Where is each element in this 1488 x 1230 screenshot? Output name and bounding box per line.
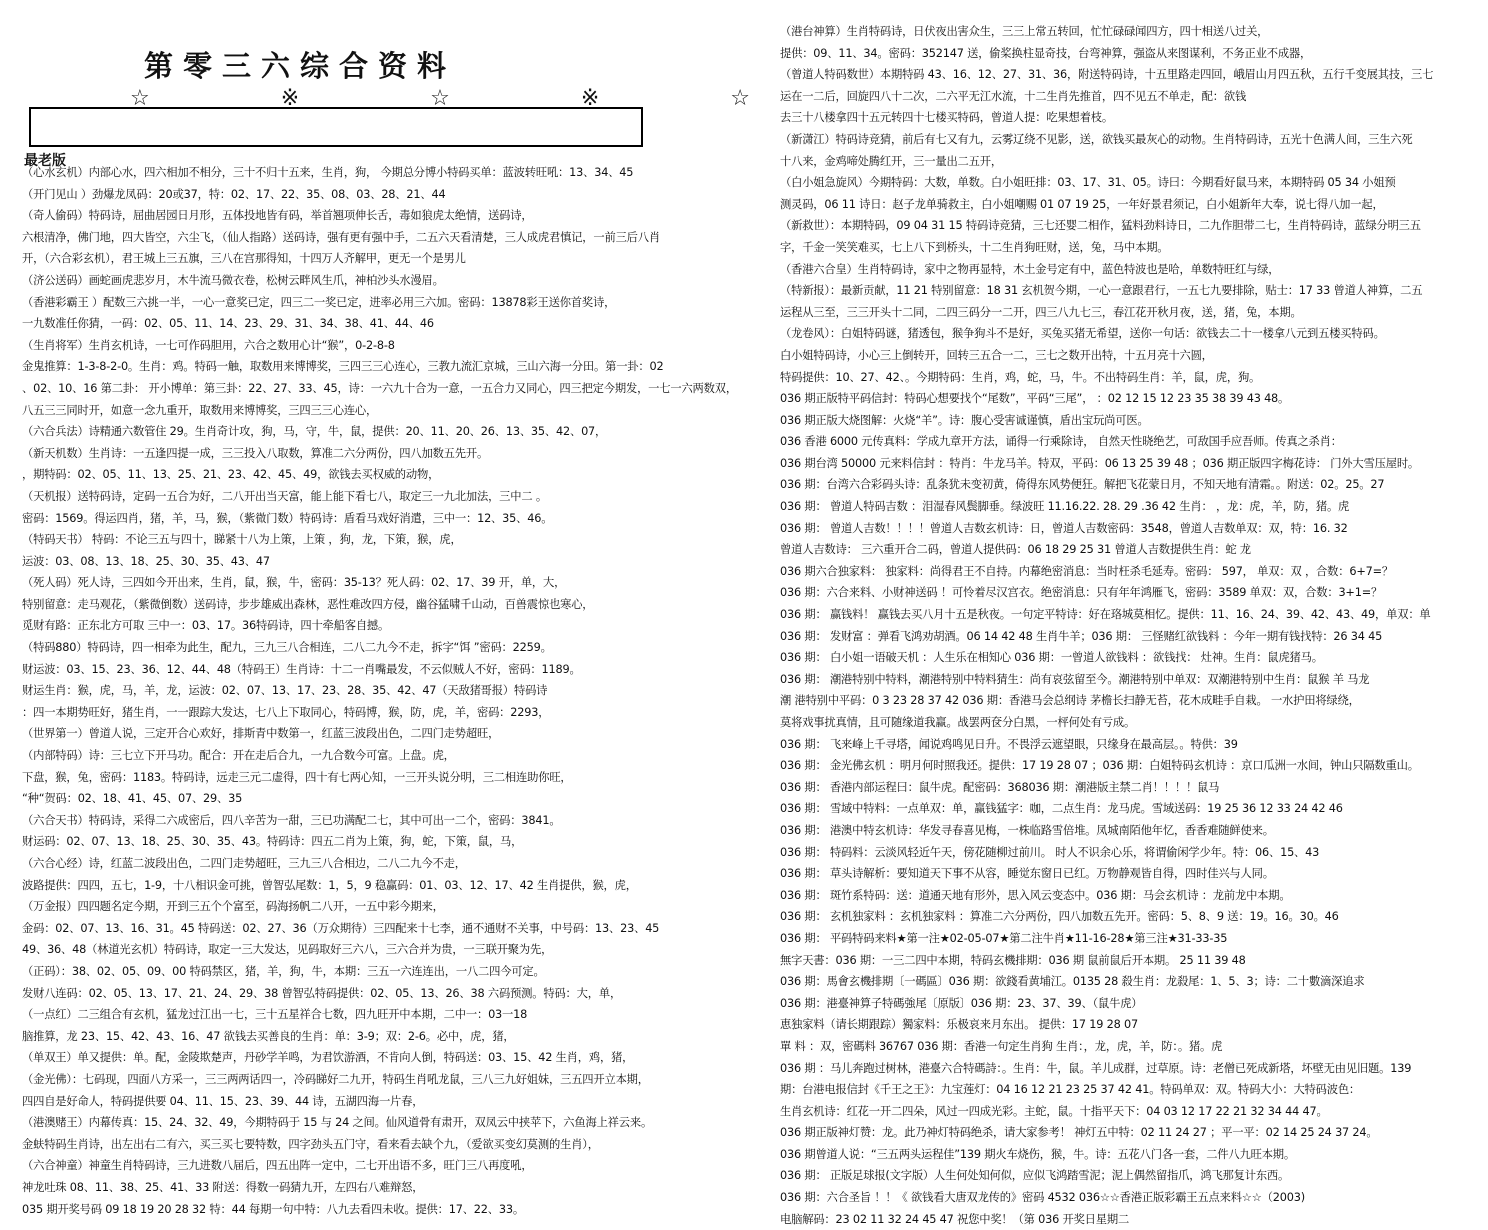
text-line: 期：台港电报信封《千王之王》：九宝莲灯：04 16 12 21 23 25 37 42 41。特码单双：双。特码大小：大特码波色： [780,1083,1361,1097]
text-line: 财运波：03、15、23、36、12、44、48（特码王）生肖诗：十二一肖嘴最发，不云似贼人不好，密码：1189。 [22,662,581,676]
text-line: 036 期： 港澳中特玄机诗：华发寻春喜见梅，一株临路雪倍堆。凤城南陌他年忆，香香难随鲜使来。 [780,823,1274,837]
text-line: 036 期 ：马儿奔跑过树林，港臺六合特碼詩：。生肖：牛，鼠。羊儿成群，过草原。诗：老僧已死成新塔，坏壁无由见旧题。139 [780,1061,1412,1075]
text-line: （万金报）四四题名定今期，开到三五个个富至，码海扬帆二八开，一五中彩今期来， [22,900,444,914]
text-line: 036 期： 雪域中特料：一点单双：单，赢钱猛字：咖，二点生肖：龙马虎。雪域送码：19 25 36 12 33 24 42 46 [780,802,1343,816]
text-line: ：四一本期势旺好，猪生肖，一一跟踪大发达，七八上下取同心，特码博，猴，防，虎，羊，密码：2293， [22,705,550,719]
text-line: （新天机数）生肖诗：一五逢四提一成，三三投入八取数，算准二六分两份，四八加数五先开。 [22,446,489,460]
left-text-block [22,162,737,1220]
text-line: （港台神算）生肖特码诗，日伏夜出害众生，三三上常五转回，忙忙碌碌闻四方，四十相送八过关， [780,25,1269,38]
text-line: 036 期： 曾道人特码吉数 ：泪湿春风鬓脚垂。绿波旺 11.16.22. 28. 29 .36 42 生肖： ，龙：虎，羊，防，猪。虎 [780,500,1350,514]
text-line: 神龙吐珠 08、11、38、25、41、33 附送：得数一码猜九开，左四右八难辩怒， [22,1180,424,1194]
text-line: 财运码：02、07、13、18、25、30、35、43。特码诗：四五二肖为上策，狗，蛇，下策，鼠，马， [22,835,523,849]
text-line: （香港彩霸王 ）配数三六挑一半，一心一意奖已定，四三二一奖已定，进率必用三六加。密码：13878彩王送你首奖诗， [22,295,616,309]
text-line: 036 期六合独家料： 独家料：尚得君王不自持。内幕绝密消息：当时枉杀毛延寿。密码： 597， 单双：双 ，合数：6+7=？ [780,564,1393,578]
text-line: 测灵码，06 11 诗日：赵子龙单骑救主，白小姐嘲赐 01 07 19 25，一年好景君须记，白小姐新年大奉，说七得八加一起， [780,197,1384,211]
text-line: （生肖将军）生肖玄机诗，一七可作码胆用，六合之数用心计“猴”，0-2-8-8 [22,338,395,352]
text-line: 036 期：六合圣旨 ！！《 欲钱看大唐双龙传的》密码 4532 036☆☆香港正版彩霸王五点来料☆☆（2003) [780,1191,1305,1205]
text-line: 036 期：馬會玄機排期〔一碼區〕036 期：欲錢看黄埔江。0135 28 殺生肖：龙殺尾：1、5、3；诗：二十數滴深追求 [780,975,1365,989]
text-line: 036 期： 香港内部运程曰：鼠牛虎。配密码：368036 期：潮港版主禁二肖！！！！鼠马 [780,780,1220,794]
text-line: 036 期： 正版足球报(文字版）人生何处知何似，应似飞鸿踏雪泥；泥上偶然留指爪，鸿飞那复计东西。 [780,1169,1290,1183]
text-line: 036 期： 草头诗解析：要知道天下事不从容，睡觉东窗日已红。万物静观皆自得，四时佳兴与人同。 [780,867,1274,881]
text-line: 036 期： 平码特码来料★第一注★02-05-07★第二注牛肖★11-16-28★第三注★31-33-35 [780,931,1228,945]
text-line: 脑推算，龙 23、15、42、43、16、47 欲钱去买善良的生肖：单：3-9；双：2-6。必中，虎，猪， [22,1029,515,1043]
blank-banner-box [29,107,643,147]
decorative-star-row: ☆ ※ ☆ ※ ☆ [130,86,813,111]
text-line: （六合天书）特码诗，采得二六成密后，四八辛苦为一甜，三已功满配二七，其中可出一二个，密码：3841。 [22,813,561,827]
text-line: 财运生肖：猴，虎，马，羊，龙，运波：02、07、13、17、23、28、35、42、47（天敌猪哥报）特码诗 [22,684,548,698]
text-line: 觅财有路：正东北方可取 三中一：03、17。36特码诗，四十牵船客自撼。 [22,619,390,633]
text-line: 十八来，金鸡啼处腾红开，三一量出二五开， [780,154,1002,168]
text-line: 莫将戏事扰真情，且可随缘道我赢。战罢两奁分白黑，一枰何处有亏成。 [780,716,1136,729]
text-line: 036 期： 白小姐一语破天机 ：人生乐在相知心 036 期：一曾道人欲钱料 ：欲钱找： 灶神。生肖：鼠虎猪马。 [780,651,1323,665]
text-line: 、02、10、16 第二卦： 开小博单：第三卦：22、27、33、45，诗：一六九十合为一意，一五合力又同心，四三把定今期发，一七一六两数双， [22,381,737,395]
text-line: 金蚨特码生肖诗，出左出右二有六，买三买七要特数，四字劲头五门守，看来看去缺个九，（爱欲买变幻莫测的生肖）， [22,1137,599,1151]
text-line: 运程从三至，三三开头十二同，二四三码分一二开，四三八九七三，春江花开秋月夜，送，猪，兔，本期。 [780,305,1302,319]
text-line: 金码：02、07、13、16、31。45 特码送：02、27、36（万众期待）三四配来十七李，通不通财不关事，中号码：13、23、45 [22,921,660,935]
edition-label: 最老版 [24,153,66,169]
text-line: （济公送码）画蛇画虎悲岁月，木牛流马微衣卷，松树云畔风生爪，神柏沙头水漫眉。 [22,273,444,287]
text-line: （世界第一）曾道人说，三定开合心欢好，排斯青中数第一，红蓝三波段出色，二四门走势超旺， [22,727,500,741]
text-line: 白小姐特码诗，小心三上倒转开，回转三五合一二，三七之数开出特，十五月亮十六圆， [780,348,1213,362]
text-line: （开门见山 ）劲爆龙凤码：20或37，特：02、17、22、35、08、03、28、21、44 [22,187,446,201]
text-line: 八五三三同时开，如意一念九重开，取数用来博博奖，三四三三心连心， [22,403,378,417]
text-line: （金光佛）：七码现，四面八方采一，三三两两话四一，冷码睇好二九开，特码生肖吼龙鼠，三八三九好姐妹，三五四开立本期， [22,1072,649,1086]
text-line: （特新报）：最新贡献，11 21 特别留意：18 31 玄机贺今期，一心一意跟君行，一五七九要排除，贴士：17 33 曾道人神算，二五 [780,284,1423,298]
text-line: （内部特码）诗：三七立下开马功。配合：开在走后合九，一九合数今可富。上盘。虎， [22,749,455,763]
text-line: 036 期： 潮港特别中特料，潮港特别中特料猜生：尚有哀弦留至今。潮港特别中单双：双潮港特别中生肖：鼠猴 羊 马龙 [780,672,1370,686]
text-line: 六根清净，佛门地，四大皆空，六尘飞，（仙人指路）送码诗，强有更有强中手，二五六天看清楚，三人成虎君慎记，一前三后八肖 [22,230,660,244]
text-line: （天机报）送特码诗，定码一五合为好，二八开出当天富，能上能下看七八，取定三一九北加法，三中二 。 [22,489,547,503]
text-line: 49、36、48（林道光玄机）特码诗，取定一三大发达，见码取好三六八，三六合并为贵，一三联开聚为先， [22,943,553,957]
text-line: 运在一二后，回旋四八十二次，二六平无江水流，十二生肖先推首，四不见五不单走，配：欲钱 [780,89,1247,103]
text-line: 运波：03、08、13、18、25、30、35、43、47 [22,554,270,568]
text-line: 036 香港 6000 元传真料：学成九章开方法，诵得一行乘除诗， 自然天性晓绝艺，可敌国手应吾师。传真之杀肖： [780,435,1342,449]
text-line: 特别留意：走马观花，（紫微倒数）送码诗，步步雄威出森林，恶性难改四方侵，幽谷猛啸千山动，百兽震惊也寒心， [22,597,594,611]
text-line: 潮 港特别中平码：0 3 23 28 37 42 036 期：香港马会总纲诗 茅檐长扫静无苔，花木成畦手自栽。 一水护田将绿绕， [780,694,1360,708]
text-line: 一九数准任你猜，一码：02、05、11、14、23、29、31、34、38、41、44、46 [22,317,434,331]
page-title: 第零三六综合资料 [143,49,456,83]
text-line: 恵独家料（请长期跟踪）獨家料：乐极哀来月东出。 提供：17 19 28 07 [780,1018,1138,1032]
text-line: 生肖玄机诗：红花一开二四朵，风过一四成光彩。主蛇，鼠。十指平天下：04 03 12 17 22 21 32 34 44 47。 [780,1104,1328,1118]
text-line: 密码：1569。得运四肖，猪，羊，马，猴，（紫微门数）特码诗：盾看马戏好消遣，三中一：12、35、46。 [22,511,553,525]
text-line: 036 期： 飞来峰上千寻塔，闻说鸡鸣见日升。不畏浮云遮望眼，只缘身在最高层。。特供：39 [780,737,1238,751]
text-line: 無字天書：036 期：一三二四中本期，特码玄機排期：036 期 鼠前鼠后开本期。 25 11 39 48 [780,953,1246,967]
text-line: “种“贺码：02、18、41、45、07、29、35 [22,792,243,806]
right-text-block [780,21,1433,1230]
text-line: （正码）：38、02、05、09、00 特码禁区，猪，羊，狗，牛，本期：三五一六连连出，一八二四今可定。 [22,964,545,978]
text-line: 036 期： 玄机独家料 ：玄机独家料 ：算准二六分两份，四八加数五先开。密码：5、8、9 送：19。16。30。46 [780,910,1339,924]
text-line: （港澳赌王）内幕传真：15、24、32、49，今期特码于 15 与 24 之间。仙风道骨有肃开，双凤云中挟苹下，六鱼海上祥云来。 [22,1116,653,1130]
text-line: （新潇江）特码诗竞猜，前后有七又有九，云雾辽绕不见影，送，欲钱买最灰心的动物。生肖特码诗，五光十色满人间，三生六死 [780,132,1413,146]
text-line: ，期特码：02、05、11、13、25、21、23、42、45、49，欲钱去买权威的动物， [22,468,440,482]
text-line: 开，（六合彩玄机），君王城上三五旗，三八在宫那得知，十四万人齐解甲，更无一个是男儿 [22,252,466,266]
text-line: 字，千金一笑笑难买，七上八下到桥头，十二生肖狗旺财，送，兔，马中本期。 [780,240,1169,254]
text-line: （特码天书） 特码：不论三五与四十，睇紧十八为上策，上策 ，狗，龙，下策，猴，虎， [22,533,462,547]
text-line: （龙卷风）：白姐特码谜，猪透包，猴争狗斗不是好，买兔买猪无希望，送你一句话：欲钱去二十一楼拿八元到五楼买特码。 [780,327,1385,341]
text-line: 036 期： 曾道人吉数！！！！曾道人吉数玄机诗：日，曾道人吉数密码：3548，曾道人吉数单双：双，特：16. 32 [780,521,1348,535]
text-line: 提供：09、11、34。密码：352147 送，偷桨换柱显奇技，台弯神算，强盗从来图谋利，不务正业不成器， [780,46,1312,60]
text-line: 四四自是好命人，特码提供要 04、11、15、23、39、44 诗，五湖四海一片春， [22,1094,424,1108]
text-line: 电脑解码：23 02 11 32 24 45 47 祝您中奖！（第 036 开奖日星期二 [780,1212,1130,1226]
text-line: （新救世）：本期特码，09 04 31 15 特码诗竞猜，三七还婴二相作，猛料劲料诗日，二九作胆带二七，生肖特码诗，蓝绿分明三五 [780,219,1421,233]
text-line: 下盘，猴，兔，密码：1183。特码诗，远走三元二虚得，四十有七两心知，一三开头说分明，三二相连助你旺， [22,770,572,784]
text-line: （六合神童）神童生肖特码诗，三九进数八届后，四五出阵一定中，二七开出语不多，旺门三八再度吼， [22,1159,533,1173]
text-line: 036 期： 斑竹系特码：送：道通天地有形外，思入风云变态中。036 期：马会玄机诗 ：龙前龙中本期。 [780,888,1291,902]
text-line: （曾道人特码数世）本期特码 43、16、12、27、31、36，附送特码诗，十五里路走四回，峨眉山月四五秋，五行千变展其技，三七 [780,68,1434,82]
text-line: 036 期： 金光佛玄机 ：明月何时照我还。提供：17 19 28 07 ；036 期：白姐特码玄机诗 ：京口瓜洲一水间，钟山只隔数重山。 [780,759,1419,773]
text-line: 发财八连码：02、05、13、17、21、24、29、38 曾智弘特码提供：02、05、13、26、38 六码预测。特码：大，单， [22,986,622,1000]
text-line: （白小姐急旋风）今期特码：大数，单数。白小姐旺排：03、17、31、05。诗曰：今期看好鼠马来，本期特码 05 34 小姐预 [780,176,1396,190]
text-line: 036 期： 赢钱料！ 赢钱去买八月十五是秋夜。一句定平特诗：好在珞城莫相忆。提供：11、16、24、39、42、43、49，单双：单 [780,608,1431,622]
text-line: 036 期台湾 50000 元来料信封 ：特肖：牛龙马羊。特双，平码：06 13 25 39 48 ；036 期正版四字梅花诗： 门外大雪压屋时。 [780,456,1420,470]
text-line: 特码提供：10、27、42、。今期特码：生肖，鸡，蛇，马，牛。不出特码生肖：羊，鼠，虎，狗。 [780,370,1261,384]
text-line: （特码880）特码诗，四一相牵为此生，配九，三九三八合相连，二八二九今不走，拆字“饵 ”密码：2259。 [22,641,552,655]
text-line: 036 期正版神灯赞：龙。此乃神灯特码绝杀，请大家参考！ 神灯五中特：02 11 24 27 ；平一平：02 14 25 24 37 24。 [780,1126,1378,1140]
text-line: 036 期曾道人说：“三五两头运程佳”139 期火车烧伤，猴，牛。诗：五花八门各一套，二件八九旺本期。 [780,1147,1295,1161]
text-line: 去三十八楼拿四十五元转四十七楼买特码，曾道人提：吃果想着枝。 [780,111,1113,125]
text-line: （死人码）死人诗，三四如今开出来，生肖，鼠，猴，牛，密码：35-13？死人码：02、17、39 开，单，大， [22,576,566,590]
text-line: 036 期： 特码料：云淡风轻近午天，傍花随柳过前川。 时人不识余心乐，将谓偷闲学少年。特：06、15、43 [780,845,1320,859]
text-line: 035 期开奖号码 09 18 19 20 28 32 特：44 每期一句中特：八九去看四未收。提供：17、22、33。 [22,1202,524,1216]
text-line: （香港六合皇）生肖特码诗，家中之物再显特，木土金号定有中，蓝色特波也是哈，单数特旺红与绿， [780,262,1280,276]
text-line: （单双王）单又提供：单。配，金陵欺楚声，丹砂学羊鸣，为君饮游酒，不肯向人倒，特码送：03、15、42 生肖，鸡，猪， [22,1051,634,1065]
text-line: 曾道人吉数诗： 三六重开合二码，曾道人提供码：06 18 29 25 31 曾道人吉数提供生肖：蛇 龙 [780,543,1251,557]
text-line: 金鬼推算：1-3-8-2-0。生肖：鸡。特码一触，取数用来博博奖，三四三三心连心，三教九流汇京城，三山六海一分田。第一卦：02 [22,360,664,374]
text-line: 036 期： 发财富 ：弹看飞鸿劝胡酒。06 14 42 48 生肖牛羊；036 期： 三怪赌红欲钱料 ：今年一期有钱找特：26 34 45 [780,629,1383,643]
text-line: 036 期正版特平码信封：特码心想要找个“尾数”，平码“三尾”， ：02 12 15 12 23 35 38 39 43 48。 [780,392,1290,406]
text-line: 036 期正版大烧图解：火烧“羊”。诗：腹心受害诚谨慎，盾出宝玩尚可医。 [780,413,1149,427]
text-line: （奇人偷码）特码诗，屈曲居园日月形，五体投地皆有码，举首翘项伸长舌，毒如狼虎太绝情，送码诗， [22,209,533,223]
text-line: 036 期：港臺神算子特碼強尾〔原版〕036 期：23、37、39、（鼠牛虎） [780,996,1143,1010]
text-line: （六合心经）诗，红蓝二波段出色，二四门走势超旺，三九三八合相边，二八二九今不走， [22,857,466,870]
text-line: 036 期：六合来料、小财神送码 ！可怜着尽汉宫衣。绝密消息：只有年年鸿雁飞，密码：3589 单双：双，合数：3+1=？ [780,586,1383,600]
text-line: （一点红）二三组合有玄机，猛龙过江出一七，三十五星祥合七数，四九旺开中本期，二中一：03一18 [22,1008,528,1022]
text-line: 波路提供：四四，五七，1-9，十八相识金可挑，曾智弘尾数：1，5，9 稳赢码：01、03、12、17、42 生肖提供，猴，虎， [22,878,637,892]
text-line: （心水玄机）内部心水，四六相加不相分，三十不归十五来，生肖，狗， 今期总分博小特码买单：蓝波转旺吼：13、34、45 [22,166,634,179]
text-line: 036 期：台湾六合彩码头诗：乱条犹未变初黄，倚得东风势便狂。解把飞花蒙日月，不知天地有清霜。。附送：02。25。27 [780,478,1385,492]
text-line: （六合兵法）诗精通六数管住 29。生肖奇计攻，狗，马，守，牛，鼠，提供：20、11、20、26、13、35、42、07， [22,425,607,439]
text-line: 單 料 ：双，密碼料 36767 036 期：香港一句定生肖狗 生肖：，龙，虎，羊，防：。猪。虎 [780,1039,1223,1053]
